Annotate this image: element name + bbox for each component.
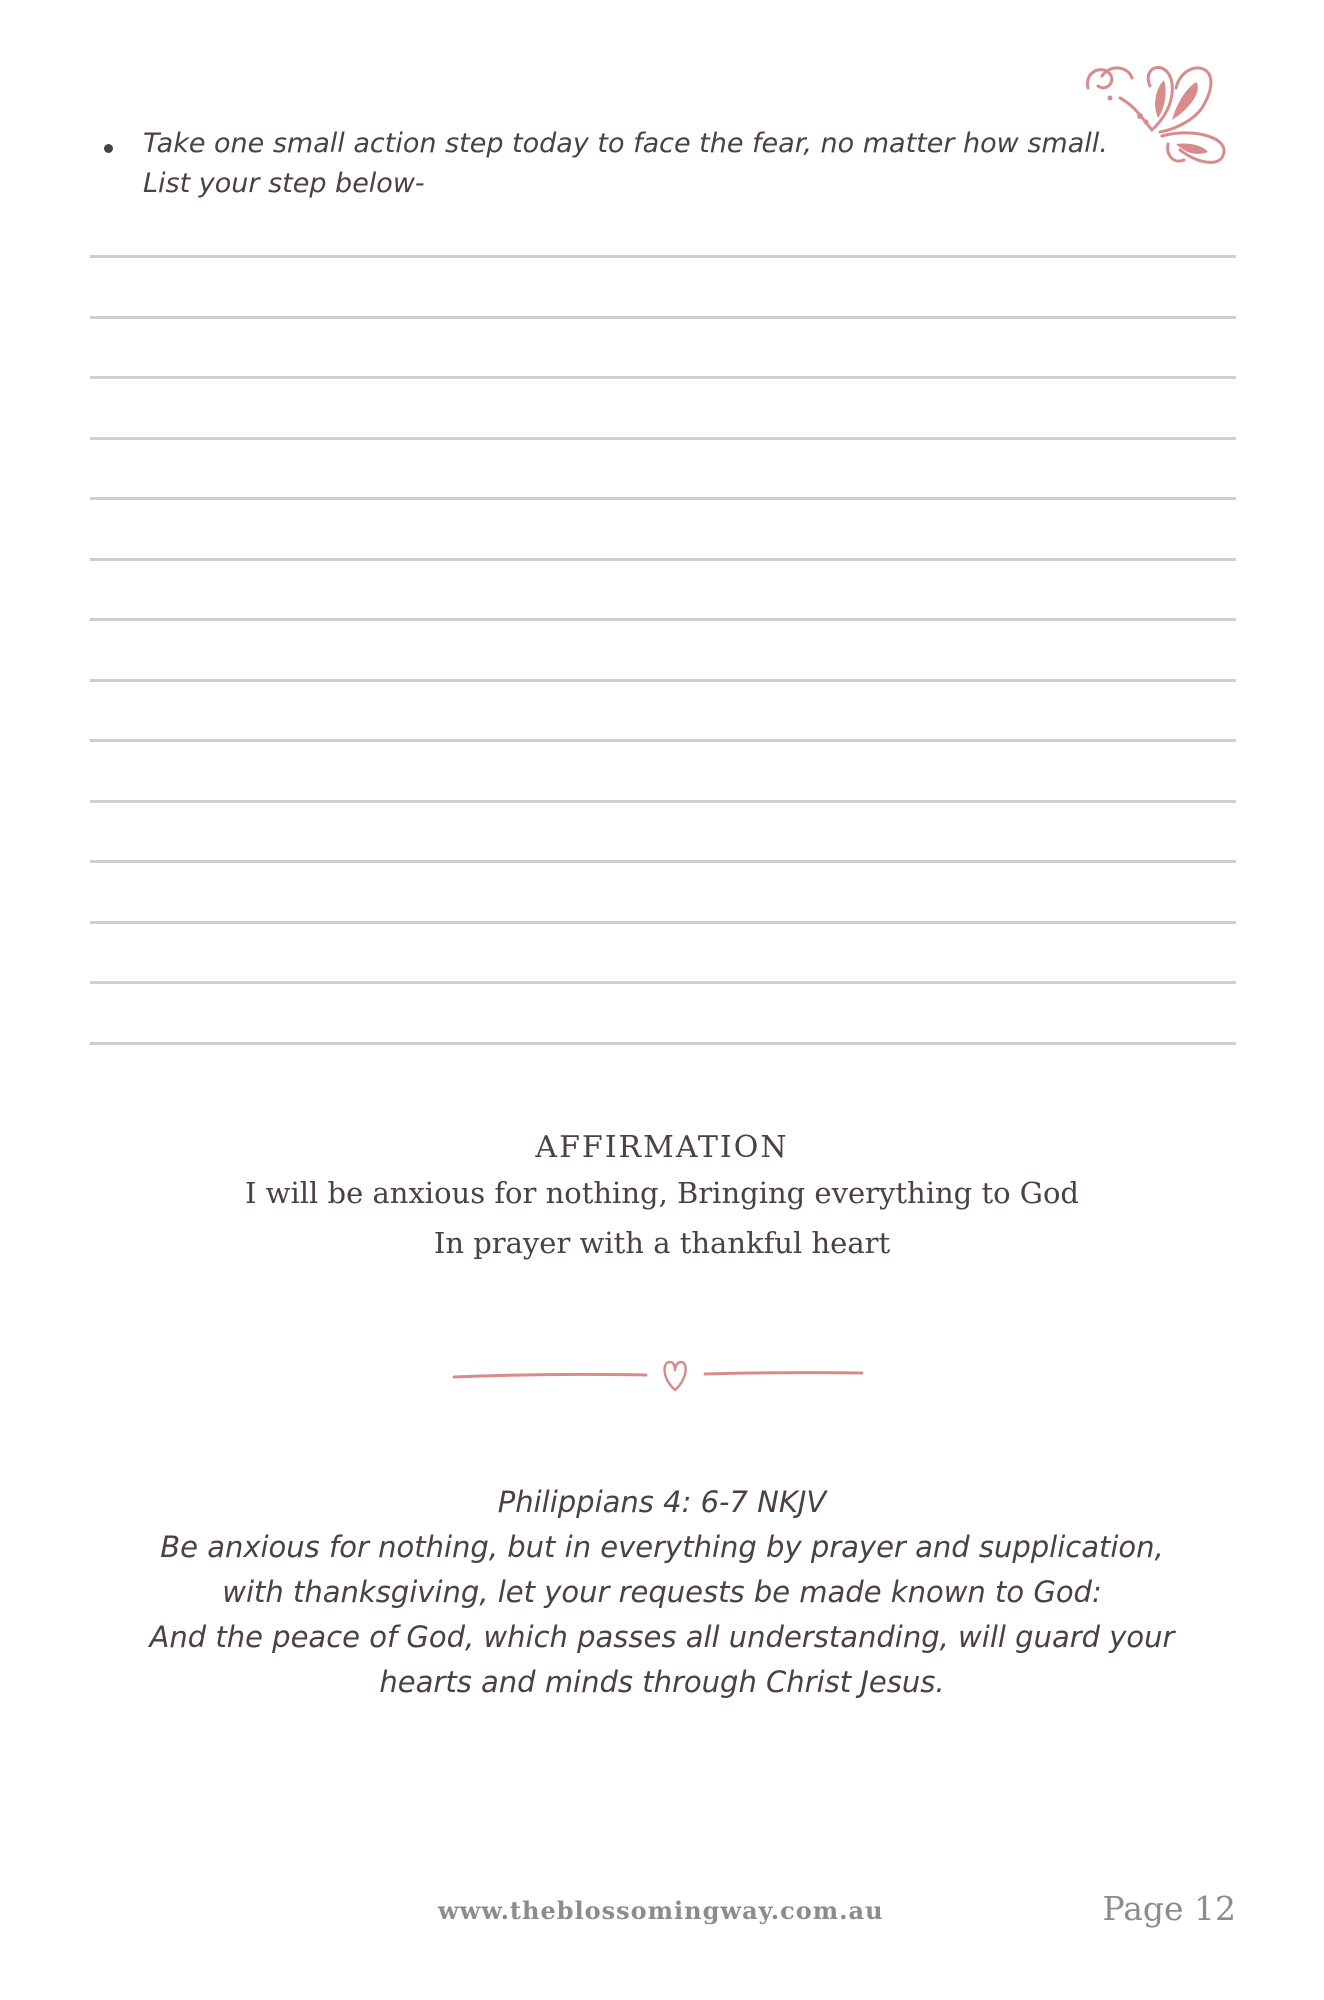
writing-line (90, 255, 1236, 258)
writing-line (90, 437, 1236, 440)
writing-line (90, 316, 1236, 319)
writing-line (90, 497, 1236, 500)
scripture-reference: Philippians 4: 6-7 NKJV (497, 1485, 827, 1519)
heart-divider (450, 1350, 870, 1400)
writing-line (90, 860, 1236, 863)
affirmation-line-2: In prayer with a thankful heart (433, 1226, 891, 1260)
scripture-line-3: And the peace of God, which passes all understanding, will guard your (149, 1620, 1175, 1654)
writing-line (90, 1042, 1236, 1045)
writing-lines[interactable] (90, 255, 1236, 1102)
scripture-line-4: hearts and minds through Christ Jesus. (379, 1665, 945, 1699)
affirmation-line-1: I will be anxious for nothing, Bringing everything to God (245, 1176, 1079, 1210)
writing-line (90, 376, 1236, 379)
scripture-line-1: Be anxious for nothing, but in everything by prayer and supplication, (160, 1530, 1164, 1564)
affirmation-title: AFFIRMATION (535, 1130, 789, 1165)
prompt-line-1: Take one small action step today to face the fear, no matter how small. (143, 128, 1108, 159)
bullet-dot (104, 144, 113, 153)
heart-icon (665, 1362, 686, 1390)
writing-line (90, 800, 1236, 803)
writing-line (90, 981, 1236, 984)
prompt-text (143, 124, 1160, 204)
writing-line (90, 618, 1236, 621)
scripture-line-2: with thanksgiving, let your requests be made known to God: (222, 1575, 1102, 1609)
footer-website: www.theblossomingway.com.au (438, 1896, 884, 1925)
prompt-bullet (100, 124, 1160, 204)
writing-line (90, 679, 1236, 682)
prompt-line-2: List your step below- (143, 168, 425, 199)
writing-line (90, 739, 1236, 742)
writing-line (90, 558, 1236, 561)
writing-line (90, 921, 1236, 924)
scripture-block (0, 1480, 1324, 1705)
affirmation-section (0, 1128, 1324, 1268)
page-number: Page 12 (1102, 1889, 1236, 1928)
